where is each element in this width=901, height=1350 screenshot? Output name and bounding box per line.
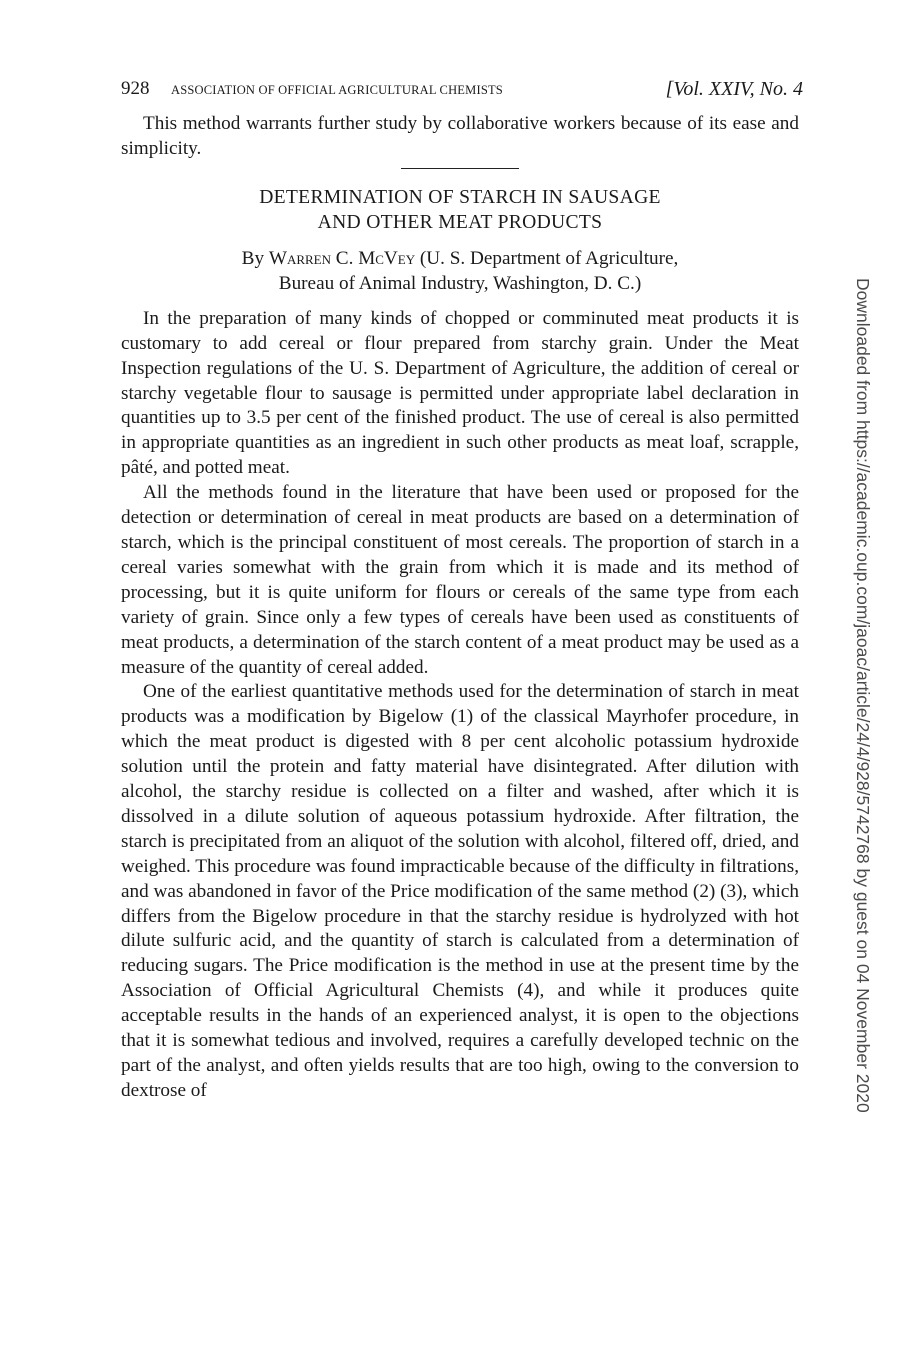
article-byline — [121, 246, 799, 296]
article-title-line1: DETERMINATION OF STARCH IN SAUSAGE — [259, 186, 661, 208]
watermark-text: Downloaded from https://academic.oup.com/jaoac/article/24/4/928/5742768 by guest on 04 November 2020 — [853, 278, 873, 1113]
intro-paragraph-text: This method warrants further study by collaborative workers because of its ease and simplicity. — [121, 113, 799, 159]
volume-issue: [Vol. XXIV, No. 4 — [665, 78, 803, 100]
byline-prefix: By — [241, 247, 265, 269]
journal-name: ASSOCIATION OF OFFICIAL AGRICULTURAL CHEMISTS — [171, 83, 503, 97]
page — [121, 78, 803, 1104]
article-title — [121, 185, 799, 235]
intro-paragraph — [121, 112, 799, 162]
article-title-line2: AND OTHER MEAT PRODUCTS — [317, 211, 603, 233]
byline-line1 — [121, 246, 799, 271]
page-number: 928 — [121, 78, 150, 99]
affiliation-line1: (U. S. Department of Agriculture, — [419, 247, 679, 269]
download-watermark — [845, 278, 875, 1113]
section-divider — [401, 168, 519, 169]
affiliation-line2: Bureau of Animal Industry, Washington, D. C.) — [278, 272, 642, 294]
body-paragraph-2: All the methods found in the literature that have been used or proposed for the detection or determination of cereal in meat products are based on a determination of starch, which is the principal constituent of most cereals. The proportion of starch in a cereal varies somewhat with the grain from which it is made and its method of processing, but it is quite uniform for flours or cereals of the same type from each variety of grain. Since only a few types of cereals have been used as constituents of meat products, a determination of the starch content of a meat product may be used as a measure of the quantity of cereal added. — [121, 482, 799, 678]
body-paragraph-3: One of the earliest quantitative methods used for the determination of starch in meat products was a modification by Bigelow (1) of the classical Mayrhofer procedure, in which the meat product is digested with 8 per cent alcoholic potassium hydroxide solution until the protein and fatty material have disintegrated. After dilution with alcohol, the starchy residue is collected on a filter and washed, after which it is dissolved in a dilute solution of aqueous potassium hydroxide. After filtration, the starch is precipitated from an aliquot of the solution with alcohol, filtered off, dried, and weighed. This procedure was found impracticable because of the difficulty in filtrations, and was abandoned in favor of the Price modification of the same method (2) (3), which differs from the Bigelow procedure in that the starchy residue is hydrolyzed with hot dilute sulfuric acid, and the quantity of starch is calculated from a determination of reducing sugars. The Price modification is the method in use at the present time by the Association of Official Agricultural Chemists (4), and while it produces quite acceptable results in the hands of an experienced analyst, it is open to the objections that it is somewhat tedious and involved, requires a carefully developed technic on the part of the analyst, and often yields results that are too high, owing to the conversion to dextrose of — [121, 681, 799, 1101]
running-header — [121, 78, 803, 112]
author-name: Warren C. McVey — [268, 247, 416, 269]
body-paragraph-1: In the preparation of many kinds of chopped or comminuted meat products it is customary to add cereal or flour prepared from starchy grain. Under the Meat Inspection regulations of the U. S. Department of Agriculture, the addition of cereal or starchy vegetable flour to sausage is permitted under appropriate label declaration in quantities up to 3.5 per cent of the finished product. The use of cereal is also permitted in appropriate quantities as an ingredient in such other products as meat loaf, scrapple, pâté, and potted meat. — [121, 307, 799, 479]
